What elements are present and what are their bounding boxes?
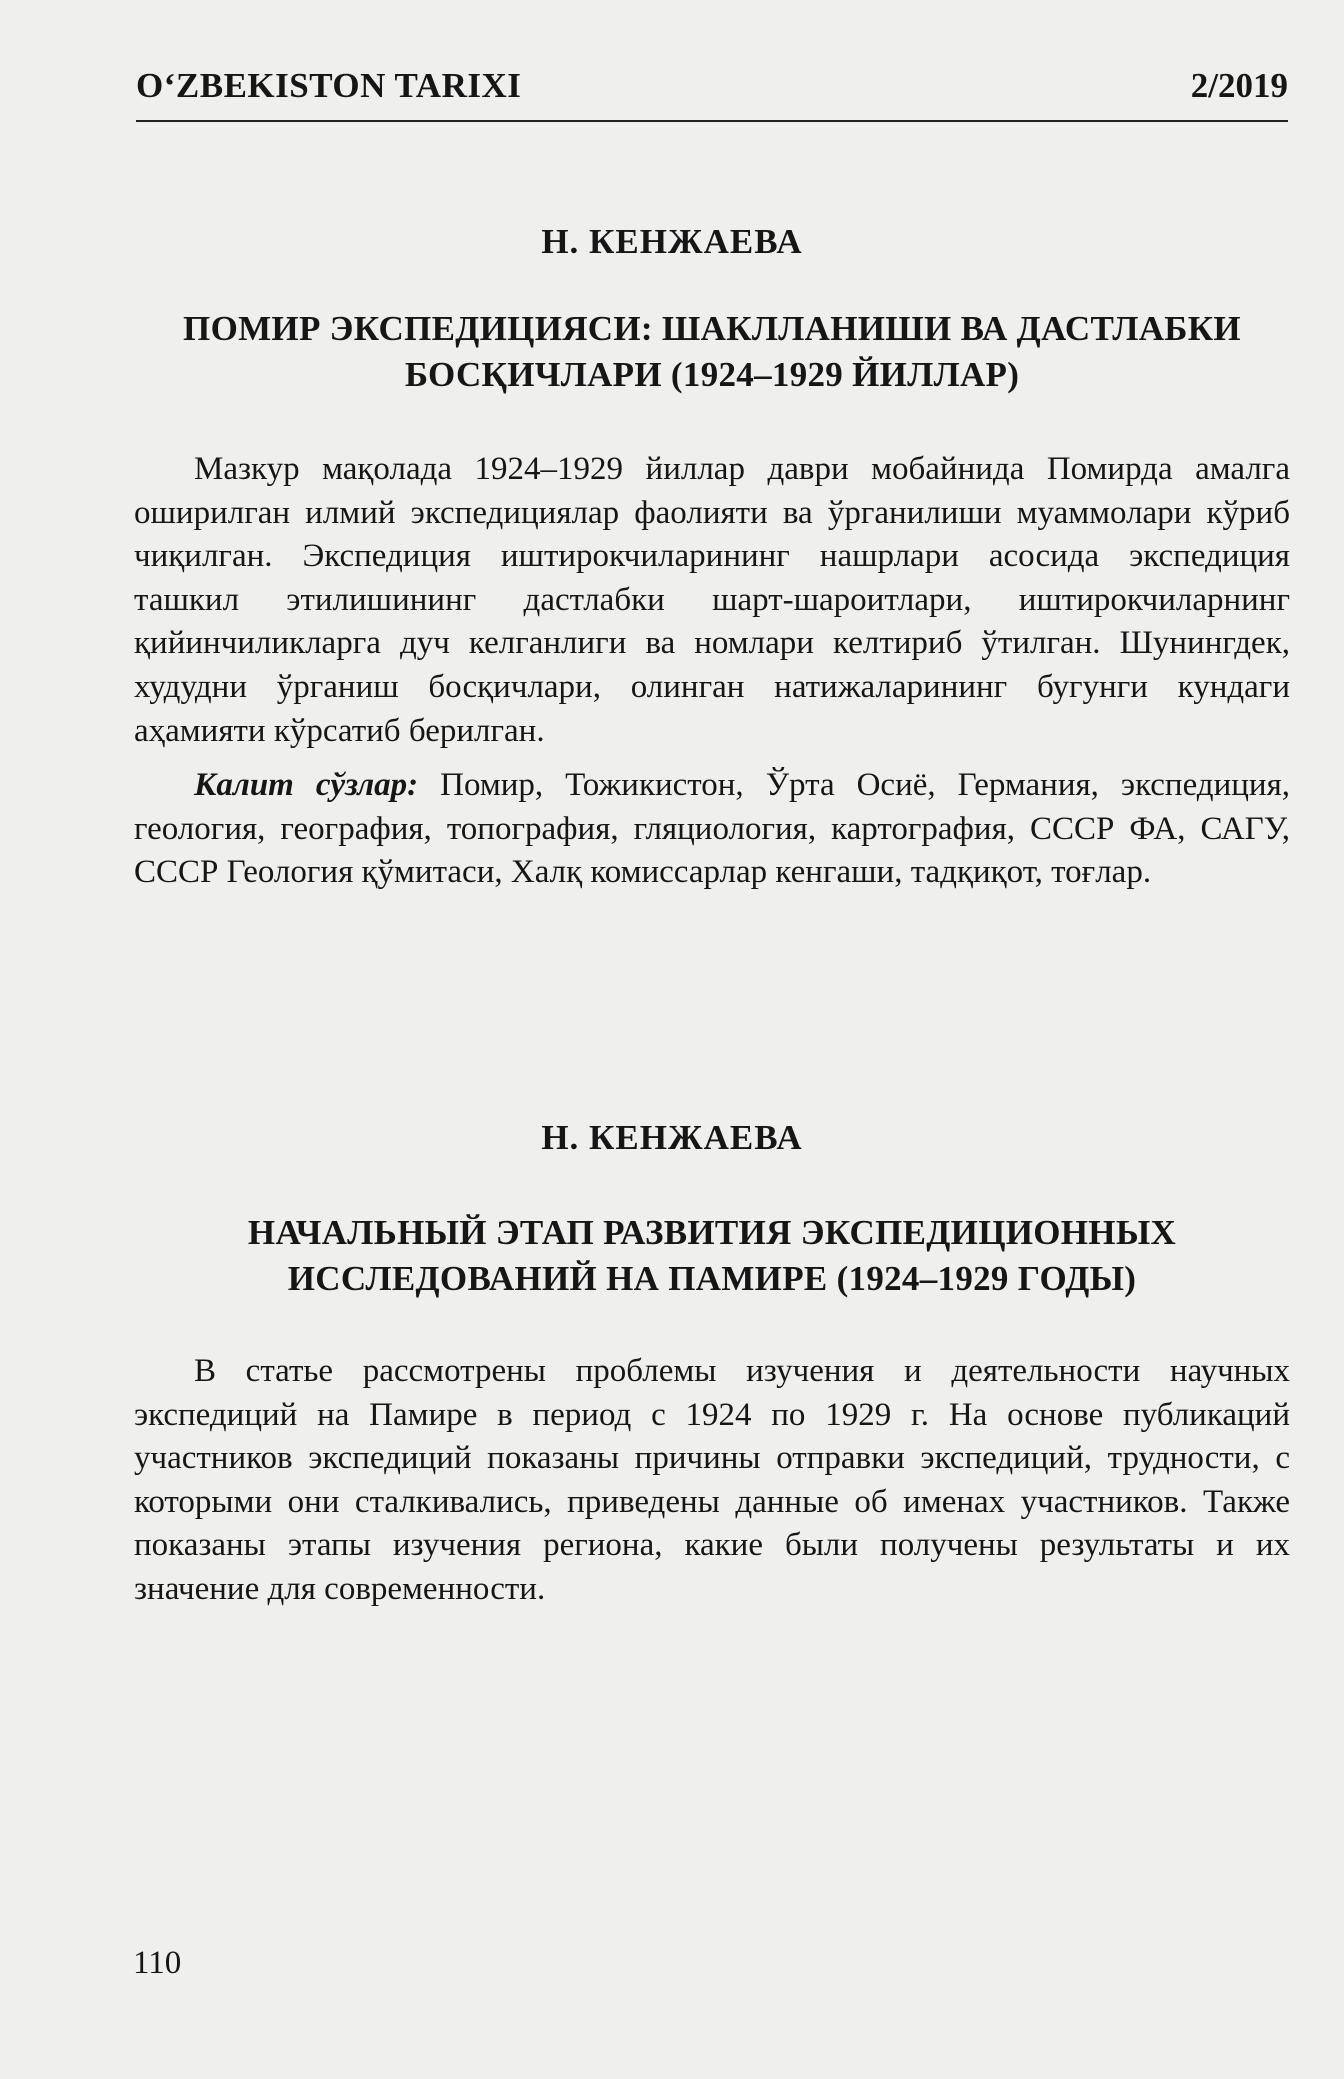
issue-number: 2/2019 xyxy=(1190,66,1288,105)
keywords-list: Помир, Тожикистон, Ўрта Осиё, Германия, экспедиция, геология, география, топография, гляциология, картография, СССР ФА, САГУ, СССР Геология қўмитаси, Халқ комиссарлар кенгаши, тадқиқот, тоғлар. xyxy=(134,767,1291,891)
uz-title xyxy=(136,306,1288,398)
page-number: 110 xyxy=(133,1945,182,1981)
ru-abstract: В статье рассмотрены проблемы изучения и деятельности научных экспедиций на Памире в период с 1924 по 1929 г. На основе публикаций участников экспедиций показаны причины отправки экспедиций, трудности, с которыми они сталкивались, приведены данные об именах участников. Также показаны этапы изучения региона, какие были получены результаты и их значение для современности. xyxy=(134,1353,1290,1607)
keywords-label: Калит сўзлар: xyxy=(194,767,419,803)
uz-author: Н. КЕНЖАЕВА xyxy=(541,222,803,261)
ru-title xyxy=(136,1210,1288,1302)
uz-title-line-1: ПОМИР ЭКСПЕДИЦИЯСИ: ШАКЛЛАНИШИ ВА ДАСТЛАБКИ xyxy=(183,309,1241,348)
ru-title-line-1: НАЧАЛЬНЫЙ ЭТАП РАЗВИТИЯ ЭКСПЕДИЦИОННЫХ xyxy=(247,1213,1177,1252)
journal-title: O‘ZBEKISTON TARIXI xyxy=(136,66,522,105)
uz-abstract: Мазкур мақолада 1924–1929 йиллар даври мобайнида Помирда амалга оширилган илмий экспедициялар фаолияти ва ўрганилиши муаммолари кўриб чиқилган. Экспедиция иштирокчиларининг нашрлари асосида экспедиция ташкил этилишининг дастлабки шарт-шароитлари, иштирокчиларнинг қийинчиликларга дуч келганлиги ва номлари келтириб ўтилган. Шунингдек, худудни ўрганиш босқичлари, олинган натижаларининг бугунги кундаги аҳамияти кўрсатиб берилган. xyxy=(134,451,1290,749)
uz-title-line-2: БОСҚИЧЛАРИ (1924–1929 ЙИЛЛАР) xyxy=(404,355,1020,394)
ru-author: Н. КЕНЖАЕВА xyxy=(541,1118,803,1157)
running-header xyxy=(136,60,1288,122)
ru-title-line-2: ИССЛЕДОВАНИЙ НА ПАМИРЕ (1924–1929 ГОДЫ) xyxy=(287,1259,1137,1298)
uz-keywords xyxy=(134,764,1290,895)
